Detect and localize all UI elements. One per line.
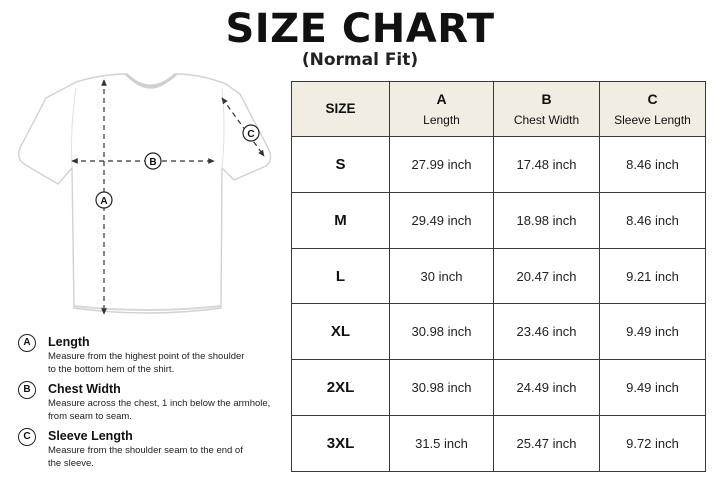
chest-cell: 24.49 inch: [494, 360, 600, 416]
sleeve-cell: 9.49 inch: [600, 360, 706, 416]
size-cell: M: [292, 192, 390, 248]
size-cell: XL: [292, 304, 390, 360]
header-letter: A: [436, 90, 447, 107]
table-header-row: [292, 82, 706, 137]
header-size: SIZE: [292, 82, 390, 137]
length-cell: 30 inch: [390, 248, 494, 304]
tshirt-diagram: [8, 68, 290, 330]
legend-desc-line: the sleeve.: [48, 458, 94, 469]
size-chart-table: [291, 81, 706, 472]
measurement-legend: [18, 334, 290, 475]
table-row: [292, 360, 706, 416]
header-label: Sleeve Length: [614, 112, 691, 127]
table-row: [292, 304, 706, 360]
legend-item-length: [18, 334, 290, 376]
tshirt-illustration: [8, 68, 290, 330]
sleeve-cell: 9.49 inch: [600, 304, 706, 360]
size-cell: 2XL: [292, 360, 390, 416]
header-letter: B: [541, 90, 552, 107]
header-label: Length: [423, 112, 460, 127]
legend-desc-line: Measure from the shoulder seam to the end of: [48, 445, 243, 456]
legend-desc-line: Measure across the chest, 1 inch below the armhole,: [48, 398, 271, 409]
legend-badge-b: B: [18, 381, 36, 399]
header-sleeve-length: [600, 82, 706, 137]
svg-text:C: C: [247, 129, 255, 140]
sleeve-cell: 8.46 inch: [600, 192, 706, 248]
header-chest-width: [494, 82, 600, 137]
marker-c: [243, 125, 259, 141]
legend-title: Sleeve Length: [48, 429, 133, 443]
chest-cell: 23.46 inch: [494, 304, 600, 360]
length-cell: 29.49 inch: [390, 192, 494, 248]
marker-a: [96, 192, 112, 208]
svg-text:B: B: [149, 157, 157, 168]
header-letter: C: [647, 90, 658, 107]
legend-item-sleeve-length: [18, 428, 290, 470]
size-cell: 3XL: [292, 416, 390, 472]
length-cell: 31.5 inch: [390, 416, 494, 472]
size-cell: S: [292, 137, 390, 193]
legend-title: Length: [48, 335, 90, 349]
chest-cell: 25.47 inch: [494, 416, 600, 472]
legend-badge-c: C: [18, 428, 36, 446]
legend-item-chest-width: [18, 381, 290, 423]
chest-cell: 20.47 inch: [494, 248, 600, 304]
length-cell: 30.98 inch: [390, 304, 494, 360]
svg-text:A: A: [100, 196, 108, 207]
legend-badge-a: A: [18, 334, 36, 352]
page-title: SIZE CHART: [225, 6, 495, 52]
header-length: [390, 82, 494, 137]
sleeve-cell: 9.21 inch: [600, 248, 706, 304]
table-row: [292, 248, 706, 304]
legend-title: Chest Width: [48, 382, 121, 396]
marker-b: [145, 153, 161, 169]
table-row: [292, 416, 706, 472]
header-label: Chest Width: [513, 112, 580, 127]
chest-cell: 17.48 inch: [494, 137, 600, 193]
table-row: [292, 192, 706, 248]
legend-desc-line: to the bottom hem of the shirt.: [48, 364, 175, 375]
length-cell: 30.98 inch: [390, 360, 494, 416]
chest-cell: 18.98 inch: [494, 192, 600, 248]
page-subtitle: (Normal Fit): [301, 50, 419, 70]
sleeve-cell: 8.46 inch: [600, 137, 706, 193]
table-row: [292, 137, 706, 193]
legend-desc-line: from seam to seam.: [48, 411, 132, 422]
size-cell: L: [292, 248, 390, 304]
sleeve-cell: 9.72 inch: [600, 416, 706, 472]
tshirt-shape: [19, 74, 271, 313]
legend-desc-line: Measure from the highest point of the shoulder: [48, 351, 245, 362]
length-cell: 27.99 inch: [390, 137, 494, 193]
